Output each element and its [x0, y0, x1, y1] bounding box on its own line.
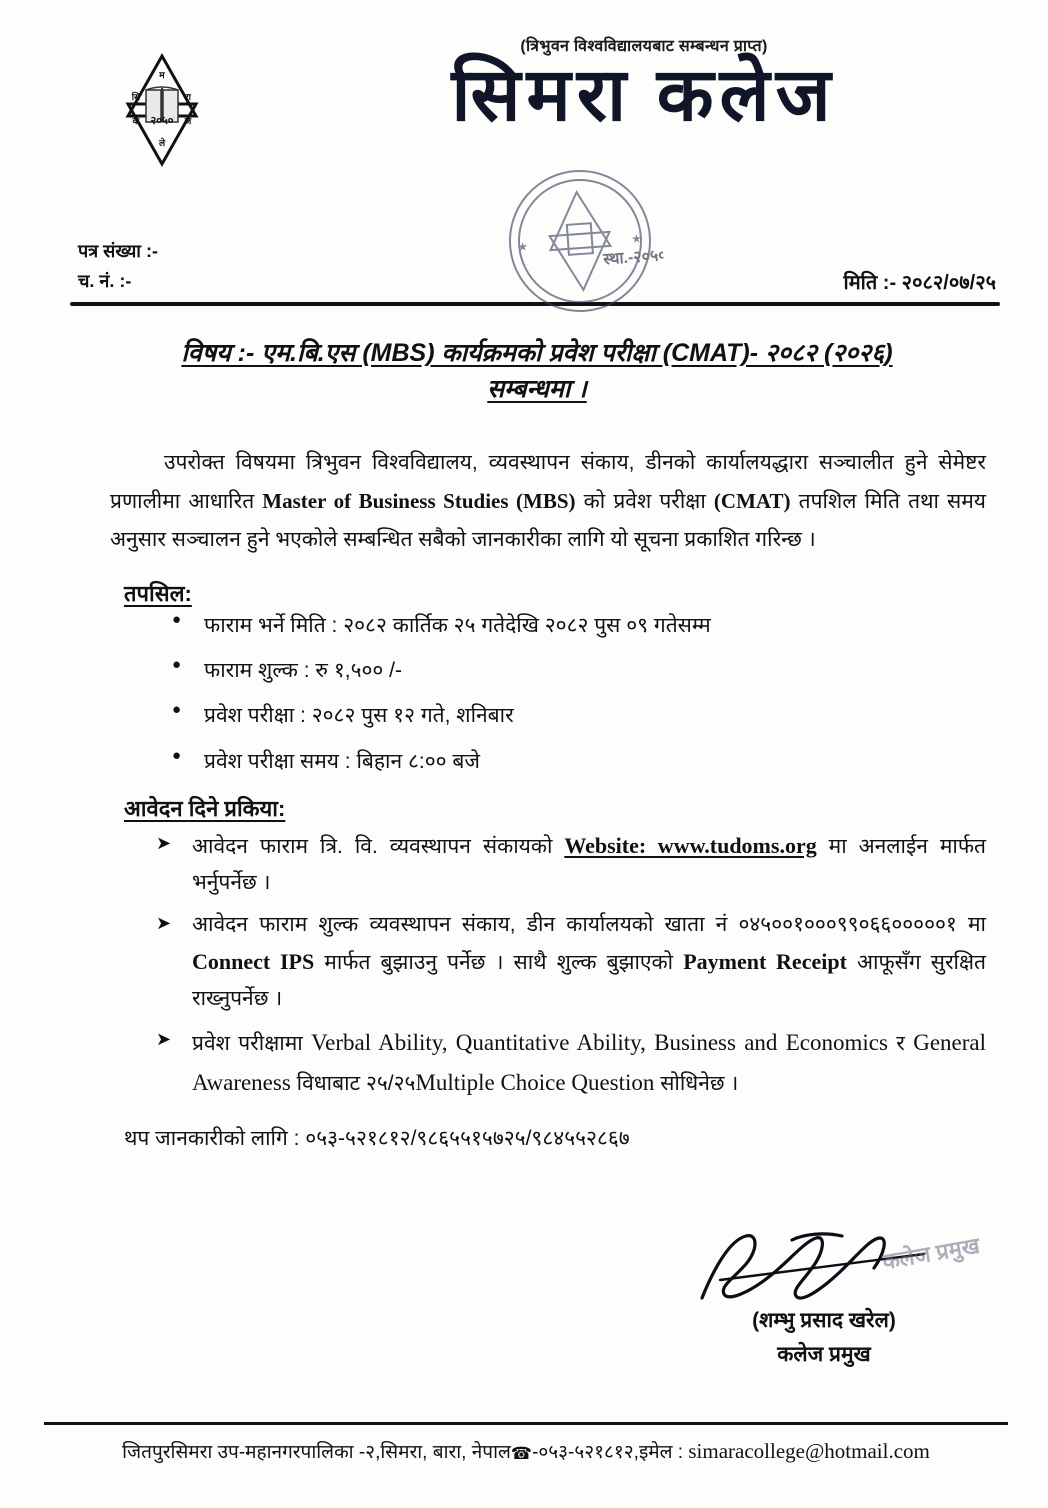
dispatch-number-label: च. नं. :- — [78, 271, 132, 291]
procedure-3-mid-2: विधाबाट — [290, 1071, 366, 1095]
question-type: Multiple Choice Question — [415, 1069, 655, 1095]
list-item — [156, 1023, 986, 1102]
subject-line — [96, 336, 978, 407]
list-item: ● फाराम शुल्क : रु १,५०० /- — [170, 657, 986, 684]
procedure-2-pre: आवेदन फाराम शुल्क व्यवस्थापन संकाय, डीन कार्यालयको खाता नं — [192, 913, 739, 937]
payment-receipt-label: Payment Receipt — [683, 949, 847, 975]
procedure-3-mid-1: र — [887, 1032, 914, 1056]
footer-phone: -०५३-५२१८१२, — [532, 1442, 639, 1463]
college-title-block — [300, 34, 988, 136]
svg-text:★: ★ — [631, 233, 642, 246]
procedure-2-mid-2: मार्फत बुझाउनु पर्नेछ । साथै शुल्क बुझाएको — [314, 951, 684, 975]
college-name: सिमरा कलेज — [451, 55, 837, 137]
signature-stamp-text: कलेज प्रमुख — [880, 1232, 982, 1275]
affiliation-text: (त्रिभुवन विश्वविद्यालयबाट सम्बन्धन प्राप्त) — [520, 38, 768, 55]
svg-text:२०५०: २०५० — [150, 115, 174, 127]
intro-english-2: (CMAT) — [713, 489, 791, 514]
footer-email[interactable]: simaracollege@hotmail.com — [688, 1439, 930, 1463]
procedure-heading: आवेदन दिने प्रकिया: — [124, 795, 286, 821]
details-heading: तपसिल: — [124, 580, 192, 606]
svg-text:ले: ले — [158, 138, 166, 148]
procedure-2-post: आफूसँग सुरक्षित राख्नुपर्नेछ । — [192, 951, 987, 1011]
list-item — [156, 907, 986, 1017]
official-round-stamp-icon — [493, 156, 668, 325]
signatory-designation: कलेज प्रमुख — [777, 1343, 871, 1366]
footer-address-bar — [44, 1438, 1008, 1464]
details-list — [170, 612, 986, 775]
subject-areas-2: General Awareness — [192, 1030, 986, 1095]
intro-paragraph — [110, 444, 986, 560]
footer-divider — [44, 1422, 1008, 1425]
contact-information: थप जानकारीको लागि : ०५३-५२१८१२/९८६५५१५७२५/९८४५५२८६७ — [124, 1127, 630, 1151]
subject-line-1: विषय :- एम.बि.एस (MBS) कार्यक्रमको प्रवेश परीक्षा (CMAT)- २०८२ (२०२६) — [181, 339, 893, 367]
procedure-1-pre: आवेदन फाराम त्रि. वि. व्यवस्थापन संकायको — [192, 834, 565, 858]
letter-number-label: पत्र संख्या :- — [78, 241, 158, 261]
intro-part-2: को प्रवेश परीक्षा — [575, 490, 714, 514]
bank-account-number: ०४५००१०००९९०६६०००००१ — [738, 913, 957, 937]
procedure-3-post: सोधिनेछ । — [654, 1071, 739, 1095]
marks-distribution: २५/२५ — [365, 1071, 416, 1095]
procedure-3-pre: प्रवेश परीक्षामा — [192, 1032, 312, 1056]
document-body — [110, 444, 986, 1152]
telephone-icon: ☎ — [510, 1444, 533, 1463]
footer-email-label: इमेल : — [638, 1442, 689, 1463]
letter-date: मिति :- २०८२/०७/२५ — [843, 272, 996, 294]
connect-ips-label: Connect IPS — [192, 949, 315, 975]
svg-text:★: ★ — [517, 241, 528, 254]
list-item: ● फाराम भर्ने मिति : २०८२ कार्तिक २५ गतेदेखि २०८२ पुस ०९ गतेसम्म — [170, 612, 986, 639]
signature-block — [674, 1232, 982, 1368]
signatory-name: (शम्भु प्रसाद खरेल) — [752, 1309, 896, 1332]
svg-text:स्था.-२०५०: स्था.-२०५० — [602, 247, 668, 269]
subject-line-2: सम्बन्धमा । — [487, 374, 587, 403]
procedure-list — [156, 827, 986, 1103]
svg-text:ज: ज — [184, 116, 192, 126]
intro-part-3: तपशिल मिति तथा समय अनुसार सञ्चालन हुने भएकोले सम्बन्धित सबैको जानकारीका लागि यो सूचना प्रकाशित गरिन्छ । — [110, 490, 986, 552]
svg-text:रा: रा — [184, 92, 192, 102]
intro-english-1: Master of Business Studies (MBS) — [262, 489, 576, 514]
svg-text:क: क — [132, 116, 140, 126]
list-item: ● प्रवेश परीक्षा : २०८२ पुस १२ गते, शनिबार — [170, 702, 986, 729]
website-link[interactable]: Website: www.tudoms.org — [564, 832, 817, 858]
list-item: ● प्रवेश परीक्षा समय : बिहान ८:०० बजे — [170, 748, 986, 775]
procedure-1-post: मा अनलाईन मार्फत भर्नुपर्नेछ । — [192, 834, 987, 894]
subject-areas-1: Verbal Ability, Quantitative Ability, Business and Economics — [311, 1030, 888, 1056]
intro-part-1: उपरोक्त विषयमा त्रिभुवन विश्वविद्यालय, व्यवस्थापन संकाय, डीनको कार्यालयद्धारा सञ्चालीत हुने सेमेष्टर प्रणालीमा आधारित — [110, 451, 986, 514]
svg-text:म: म — [159, 70, 165, 80]
list-item — [156, 827, 986, 901]
reference-numbers — [78, 236, 158, 296]
footer-address: जितपुरसिमरा उप-महानगरपालिका -२,सिमरा, बारा, नेपाल — [122, 1442, 511, 1463]
svg-text:सि: सि — [131, 92, 141, 102]
procedure-2-mid: मा — [956, 913, 986, 937]
college-logo-icon — [98, 46, 226, 176]
